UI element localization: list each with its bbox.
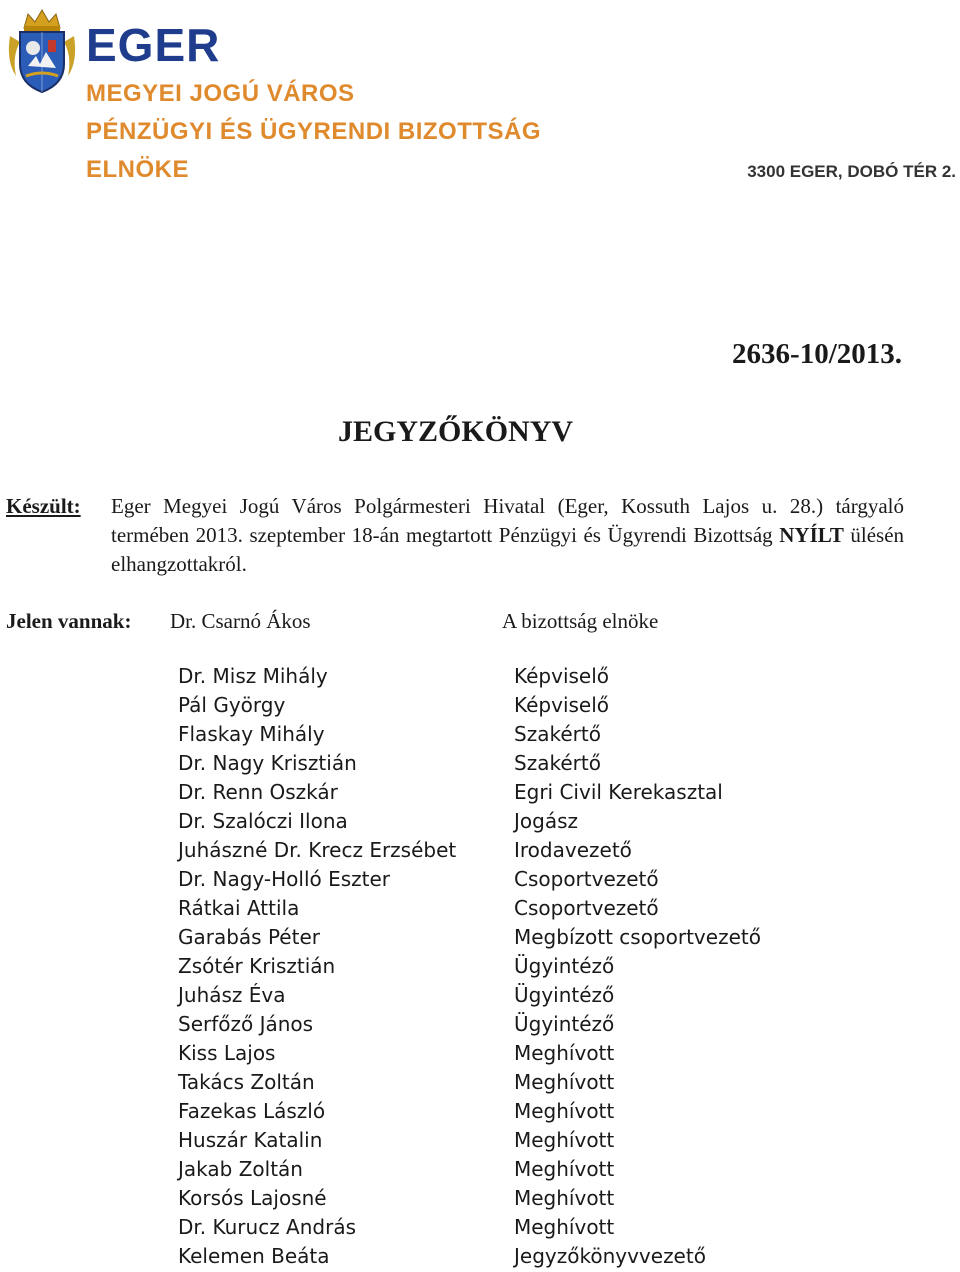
chair-name: Dr. Csarnó Ákos xyxy=(170,609,311,633)
brand-name: EGER xyxy=(86,19,221,71)
attendee-name: Dr. Misz Mihály xyxy=(178,664,328,688)
attendee-role: Ügyintéző xyxy=(514,1012,615,1036)
coat-of-arms-icon xyxy=(6,6,78,96)
attendee-role: Meghívott xyxy=(514,1157,615,1181)
attendee-row xyxy=(178,778,898,807)
attendee-name: Jakab Zoltán xyxy=(178,1157,303,1181)
attendee-row xyxy=(178,749,898,778)
made-text-bold: NYÍLT xyxy=(779,523,844,547)
document-title: JEGYZŐKÖNYV xyxy=(338,415,574,448)
attendee-role: Meghívott xyxy=(514,1099,615,1123)
attendee-row xyxy=(178,1126,898,1155)
attendee-row xyxy=(178,1097,898,1126)
attendee-name: Garabás Péter xyxy=(178,925,320,949)
attendee-row xyxy=(178,1010,898,1039)
made-section xyxy=(6,492,904,579)
attendee-role: Csoportvezető xyxy=(514,896,659,920)
attendee-name: Dr. Renn Oszkár xyxy=(178,780,338,804)
attendee-role: Képviselő xyxy=(514,693,610,717)
attendee-role: Megbízott csoportvezető xyxy=(514,925,761,949)
attendee-role: Meghívott xyxy=(514,1041,615,1065)
made-text-part-2: ülésén elhangzottakról. xyxy=(111,523,905,576)
attendee-row xyxy=(178,836,898,865)
attendee-name: Serfőző János xyxy=(178,1012,314,1036)
attendee-name: Zsótér Krisztián xyxy=(178,954,336,978)
attendee-role: Jegyzőkönyvvezető xyxy=(514,1244,706,1268)
attendee-name: Juhász Éva xyxy=(178,983,286,1007)
attendee-name: Pál György xyxy=(178,693,286,717)
attendee-role: Ügyintéző xyxy=(514,983,615,1007)
attendee-role: Egri Civil Kerekasztal xyxy=(514,780,723,804)
attendee-row xyxy=(178,865,898,894)
attendee-name: Flaskay Mihály xyxy=(178,722,325,746)
attendee-name: Rátkai Attila xyxy=(178,896,300,920)
attendee-name: Juhászné Dr. Krecz Erzsébet xyxy=(178,838,457,862)
letterhead-address: 3300 EGER, DOBÓ TÉR 2. xyxy=(747,162,956,181)
attendee-row xyxy=(178,1039,898,1068)
attendee-name: Huszár Katalin xyxy=(178,1128,323,1152)
attendee-name: Takács Zoltán xyxy=(178,1070,315,1094)
attendee-name: Kiss Lajos xyxy=(178,1041,276,1065)
attendee-name: Dr. Nagy Krisztián xyxy=(178,751,357,775)
attendee-role: Szakértő xyxy=(514,751,601,775)
attendee-role: Meghívott xyxy=(514,1215,615,1239)
attendee-row xyxy=(178,1155,898,1184)
attendee-role: Meghívott xyxy=(514,1070,615,1094)
attendee-role: Jogász xyxy=(514,809,579,833)
attendee-row xyxy=(178,807,898,836)
attendee-row xyxy=(178,1213,898,1242)
attendee-row xyxy=(178,1184,898,1213)
attendee-row xyxy=(178,981,898,1010)
attendee-row xyxy=(178,662,898,691)
attendee-role: Szakértő xyxy=(514,722,601,746)
attendee-row xyxy=(178,691,898,720)
attendee-name: Dr. Nagy-Holló Eszter xyxy=(178,867,391,891)
attendee-role: Ügyintéző xyxy=(514,954,615,978)
attendee-row xyxy=(178,1068,898,1097)
attendee-role: Meghívott xyxy=(514,1128,615,1152)
attendee-role: Irodavezető xyxy=(514,838,632,862)
letterhead-city: MEGYEI JOGÚ VÁROS xyxy=(86,80,355,107)
made-text xyxy=(111,492,904,579)
attendee-name: Dr. Kurucz András xyxy=(178,1215,356,1239)
attendee-role: Csoportvezető xyxy=(514,867,659,891)
attendee-role: Meghívott xyxy=(514,1186,615,1210)
document-number: 2636-10/2013. xyxy=(732,338,902,370)
attendee-name: Dr. Szalóczi Ilona xyxy=(178,809,348,833)
chair-role: A bizottság elnöke xyxy=(502,609,659,633)
made-label: Készült: xyxy=(6,494,81,518)
attendee-row xyxy=(178,894,898,923)
attendee-row xyxy=(178,1242,898,1271)
present-label: Jelen vannak: xyxy=(6,609,132,633)
attendee-list xyxy=(178,662,898,1271)
attendee-row xyxy=(178,720,898,749)
attendee-name: Korsós Lajosné xyxy=(178,1186,327,1210)
attendee-row xyxy=(178,952,898,981)
made-text-part-1: Eger Megyei Jogú Város Polgármesteri Hivatal (Eger, Kossuth Lajos u. 28.) tárgyaló termében 2013. szeptember 18-án megtartott Pénzügyi és Ügyrendi Bizottság xyxy=(111,494,904,547)
attendee-role: Képviselő xyxy=(514,664,610,688)
letterhead-chair: ELNÖKE xyxy=(86,156,190,183)
letterhead-committee: PÉNZÜGYI ÉS ÜGYRENDI BIZOTTSÁG xyxy=(86,118,542,145)
attendee-name: Kelemen Beáta xyxy=(178,1244,330,1268)
attendee-row xyxy=(178,923,898,952)
attendee-name: Fazekas László xyxy=(178,1099,326,1123)
